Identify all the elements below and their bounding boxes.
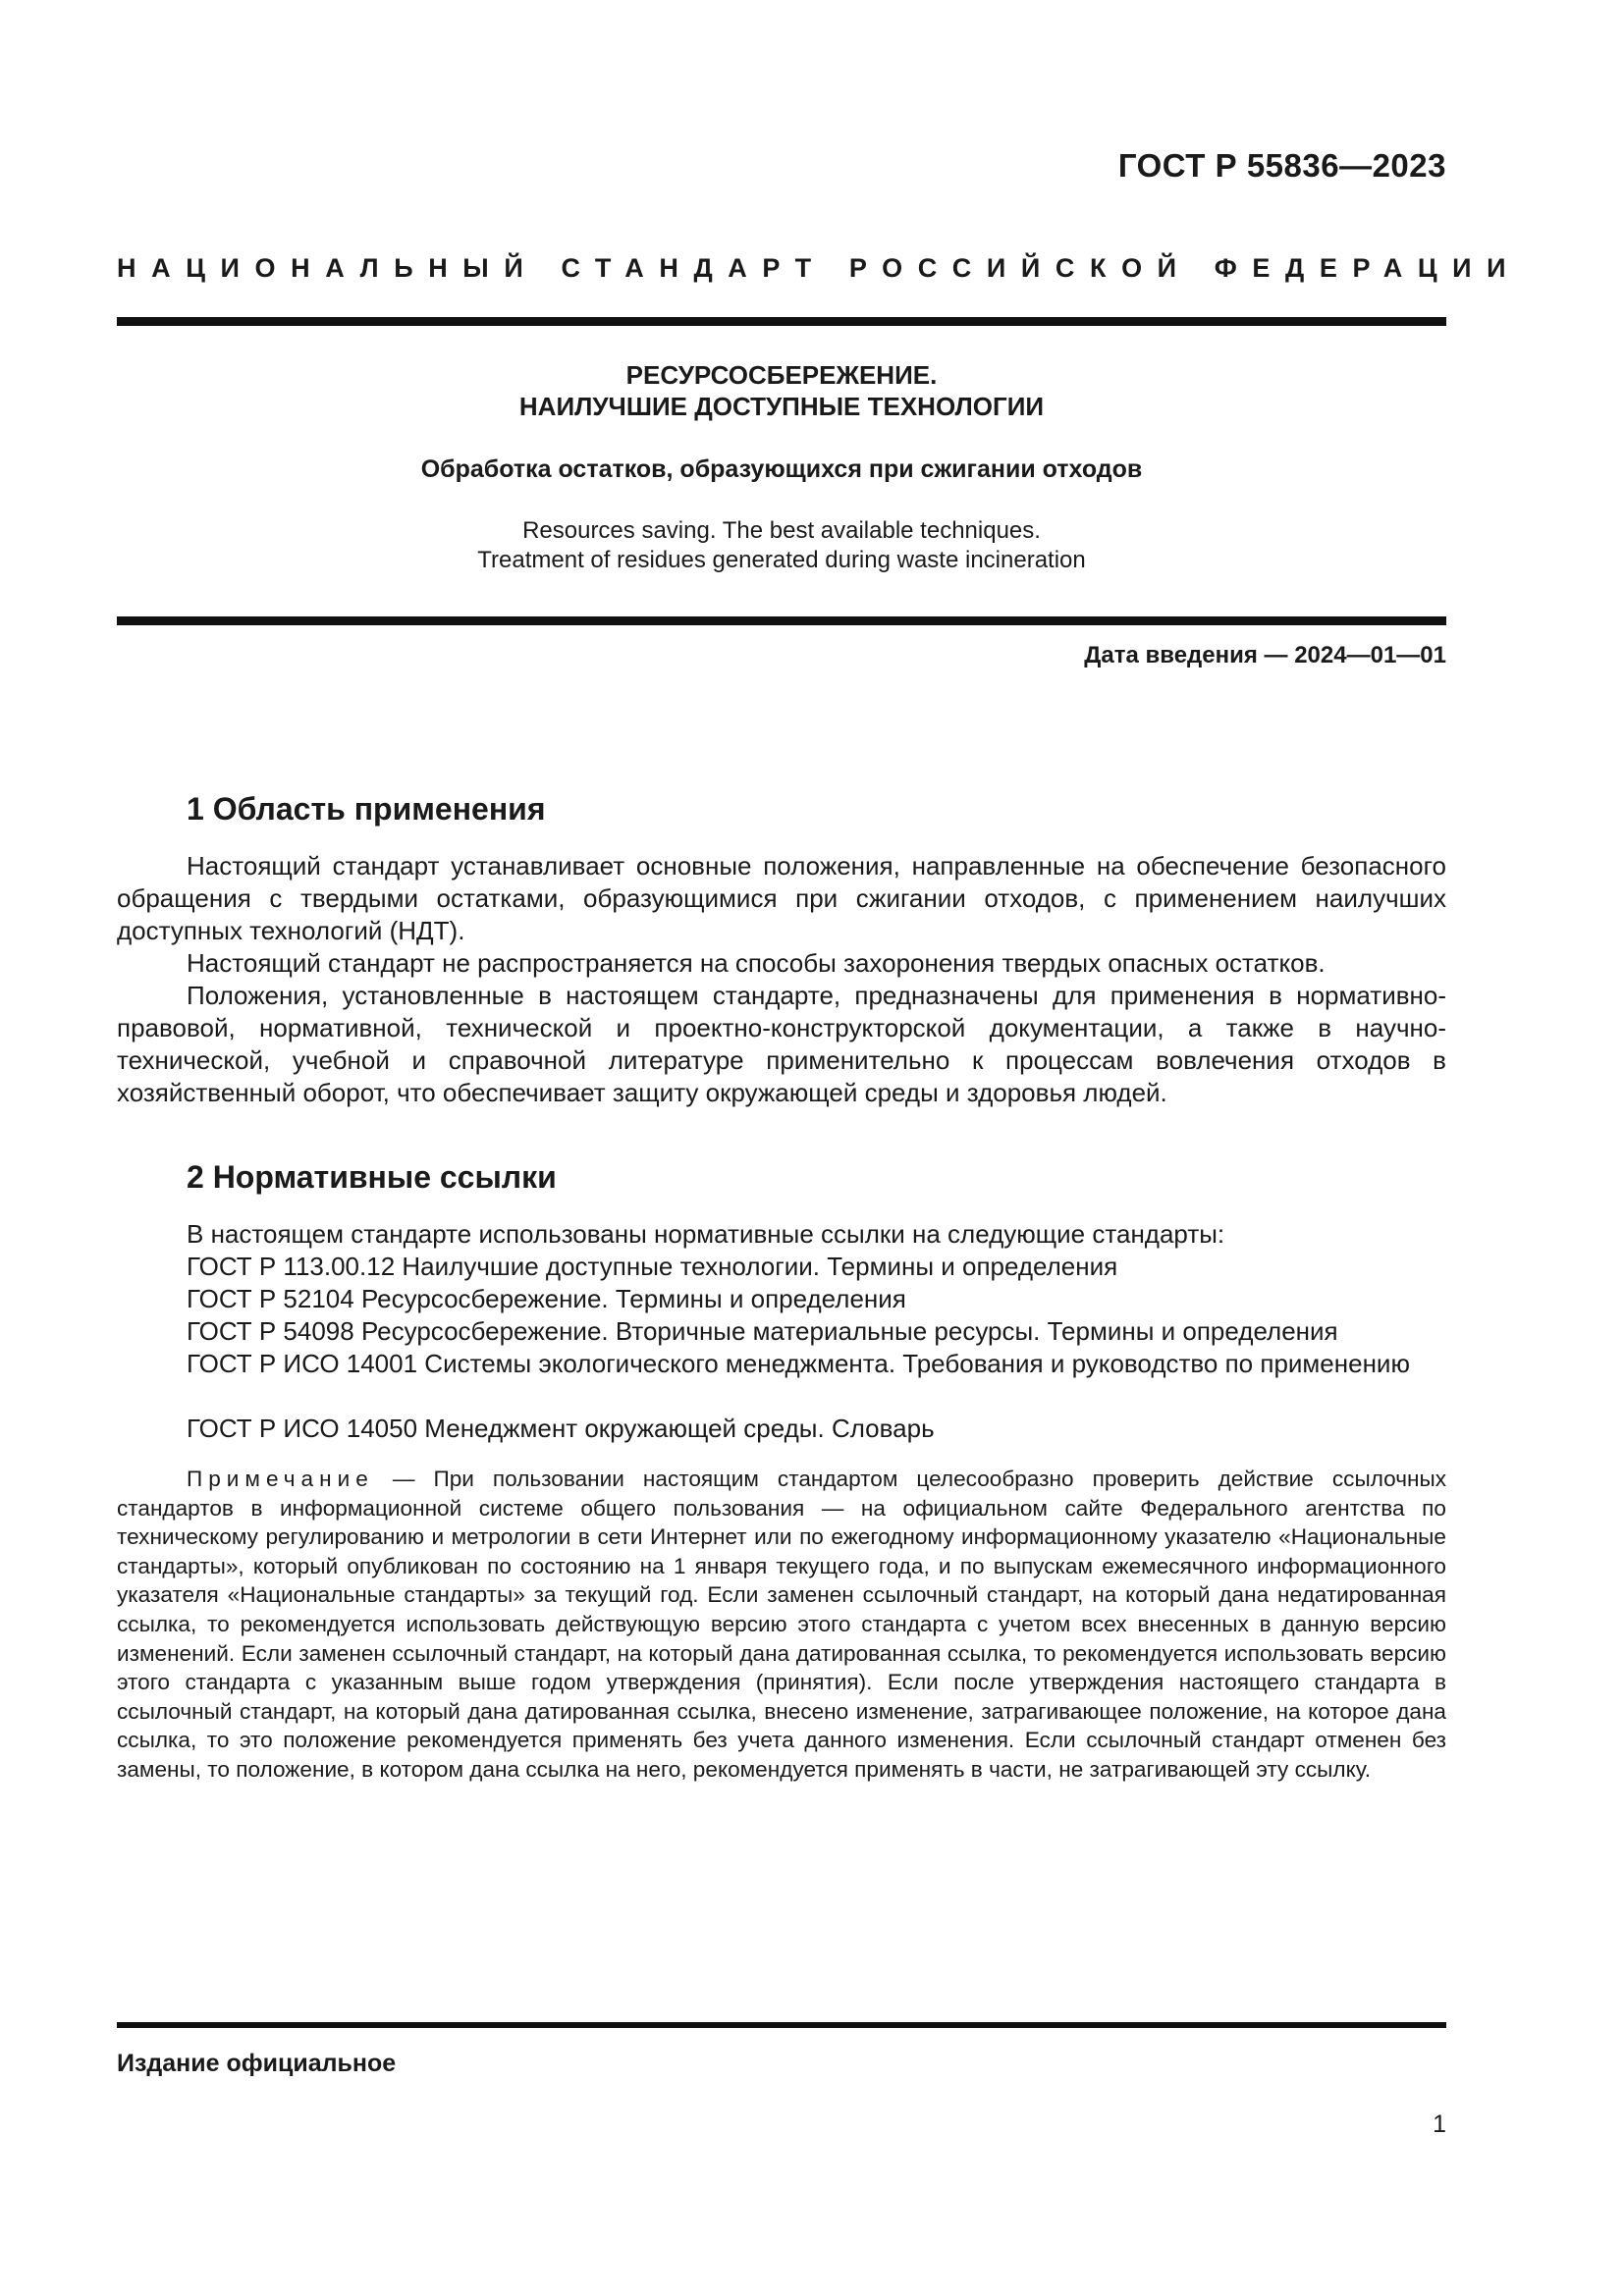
bottom-divider — [117, 2022, 1446, 2028]
references-intro: В настоящем стандарте использованы нормативные ссылки на следующие стандарты: — [187, 1219, 1225, 1249]
section-1-paragraph-3: Положения, установленные в настоящем стандарте, предназначены для применения в нормативно-правовой, нормативной, технической и проектно-конструкторской документации, а также в научно-технической, учебной и справочной литературе применительно к процессам вовлечения отходов в хозяйственный оборот, что обеспечивает защиту окружающей среды и здоровья людей. — [117, 981, 1446, 1107]
middle-divider — [117, 616, 1446, 625]
page-number: 1 — [1433, 2110, 1446, 2138]
english-title-line-1: Resources saving. The best available techniques. — [522, 517, 1041, 544]
reference-item: ГОСТ Р 113.00.12 Наилучшие доступные технологии. Термины и определения — [187, 1252, 1118, 1281]
national-standard-banner: НАЦИОНАЛЬНЫЙ СТАНДАРТ РОССИЙСКОЙ ФЕДЕРАЦИИ — [117, 253, 1522, 283]
title-line-2: НАИЛУЧШИЕ ДОСТУПНЫЕ ТЕХНОЛОГИИ — [518, 392, 1045, 421]
section-1-paragraph-2: Настоящий стандарт не распространяется на способы захоронения твердых опасных остатков. — [187, 948, 1326, 978]
reference-item: ГОСТ Р ИСО 14001 Системы экологического менеджмента. Требования и руководство по применению — [187, 1349, 1410, 1378]
reference-item: ГОСТ Р ИСО 14050 Менеджмент окружающей среды. Словарь — [187, 1414, 935, 1443]
section-1-paragraph-1: Настоящий стандарт устанавливает основные положения, направленные на обеспечение безопасного обращения с твердыми остатками, образующимися при сжигании отходов, с применением наилучших доступных технологий (НДТ). — [117, 851, 1446, 945]
reference-item: ГОСТ Р 54098 Ресурсосбережение. Вторичные материальные ресурсы. Термины и определения — [187, 1316, 1338, 1346]
reference-item: ГОСТ Р 52104 Ресурсосбережение. Термины и определения — [187, 1284, 906, 1313]
english-title-line-2: Treatment of residues generated during waste incineration — [477, 547, 1086, 573]
section-2-heading: 2 Нормативные ссылки — [187, 1159, 557, 1195]
document-subtitle: Обработка остатков, образующихся при сжигании отходов — [420, 455, 1143, 483]
edition-label: Издание официальное — [117, 2050, 397, 2077]
note-text: — При пользовании настоящим стандартом целесообразно проверить действие ссылочных стандартов в информационной системе общего пользования — на официальном сайте Федерального агентства по техническому регулированию и метрологии в сети Интернет или по ежегодному информационному указателю «Национальные стандарты», который опубликован по состоянию на 1 января текущего года, и по выпускам ежемесячного информационного указателя «Национальные стандарты» за текущий год. Если заменен ссылочный стандарт, на который дана недатированная ссылка, то рекомендуется использовать действующую версию этого стандарта с учетом всех внесенных в данную версию изменений. Если заменен ссылочный стандарт, на который дана датированная ссылка, то рекомендуется использовать версию этого стандарта с указанным выше годом утверждения (принятия). Если после утверждения настоящего стандарта в ссылочный стандарт, на который дана датированная ссылка, внесено изменение, затрагивающее положение, на которое дана ссылка, то это положение рекомендуется применять без учета данного изменения. Если ссылочный стандарт отменен без замены, то положение, в котором дана ссылка на него, рекомендуется применять в части, не затрагивающей эту ссылку. — [117, 1467, 1446, 1782]
section-1-heading: 1 Область применения — [187, 791, 546, 827]
introduction-date: Дата введения — 2024—01—01 — [1084, 642, 1446, 668]
references-note — [117, 1465, 1446, 1785]
title-line-1: РЕСУРСОСБЕРЕЖЕНИЕ. — [625, 360, 938, 390]
note-label: Примечание — [187, 1467, 374, 1491]
standard-code: ГОСТ Р 55836—2023 — [1117, 147, 1446, 184]
top-divider — [117, 317, 1446, 326]
